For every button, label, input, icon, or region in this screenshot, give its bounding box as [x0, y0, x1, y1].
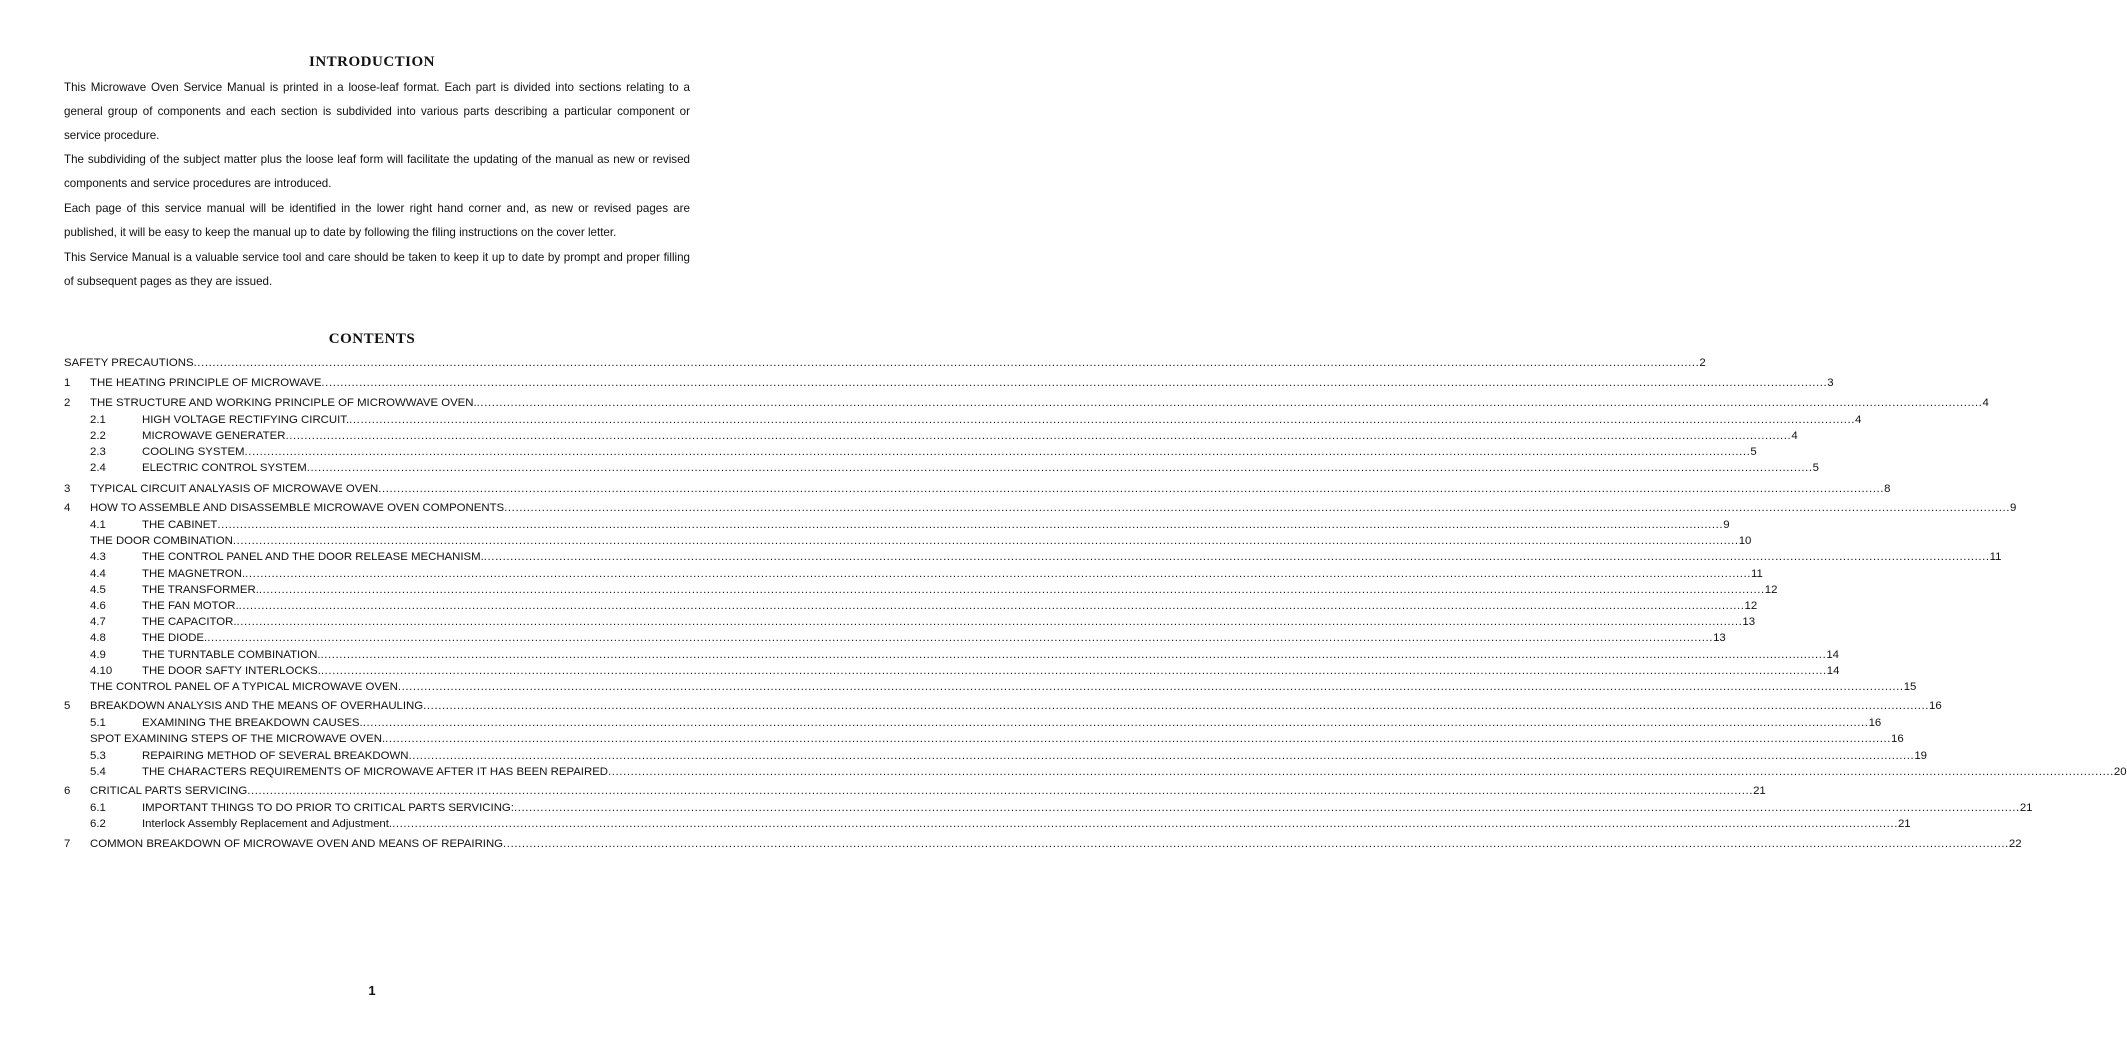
toc-dot-leader: ................................................................................................................................................................................................................................................................................................................................................................................................................ — [504, 502, 2011, 514]
toc-entry-title: THE FAN MOTOR. — [142, 600, 239, 612]
toc-dot-leader: ................................................................................................................................................................................................................................................................................................................................................................................................................ — [232, 535, 1739, 547]
toc-entry-title: EXAMINING THE BREAKDOWN CAUSES. — [142, 717, 363, 729]
toc-entry-number: 5 — [64, 700, 71, 712]
toc-entry-page: 11 — [1989, 551, 2002, 563]
toc-entry-number: 4.7 — [90, 616, 106, 628]
toc-entry-title: SAFETY PRECAUTIONS — [64, 357, 194, 369]
toc-dot-leader: ................................................................................................................................................................................................................................................................................................................................................................................................................ — [306, 462, 1813, 474]
toc-entry — [64, 444, 1757, 460]
toc-dot-leader: ................................................................................................................................................................................................................................................................................................................................................................................................................ — [349, 414, 1856, 426]
toc-dot-leader: ................................................................................................................................................................................................................................................................................................................................................................................................................ — [320, 649, 1827, 661]
toc-entry-page: 4 — [1855, 414, 1862, 426]
toc-entry-page: 10 — [1738, 535, 1752, 547]
toc-dot-leader: ................................................................................................................................................................................................................................................................................................................................................................................................................ — [321, 377, 1828, 389]
toc-entry-number: 2.2 — [90, 430, 106, 442]
toc-entry-number: 5.4 — [90, 766, 106, 778]
toc-entry — [64, 679, 1917, 695]
toc-entry — [64, 460, 1819, 476]
toc-entry-title: HIGH VOLTAGE RECTIFYING CIRCUIT. — [142, 414, 350, 426]
toc-entry-title: THE CONTROL PANEL OF A TYPICAL MICROWAVE OVEN — [90, 681, 398, 693]
toc-entry — [64, 764, 2127, 780]
toc-entry — [64, 481, 1891, 497]
toc-entry — [64, 748, 1927, 764]
toc-entry-title: BREAKDOWN ANALYSIS AND THE MEANS OF OVERHAULING — [90, 700, 424, 712]
toc-entry — [64, 816, 1911, 832]
toc-entry-number: 7 — [64, 838, 71, 850]
toc-entry-number: 6.1 — [90, 802, 106, 814]
toc-entry-title: THE TURNTABLE COMBINATION. — [142, 649, 321, 661]
toc-entry-number: 4.4 — [90, 568, 106, 580]
toc-entry-number: 4.1 — [90, 519, 106, 531]
toc-entry — [64, 375, 1834, 391]
toc-entry-number: 4.6 — [90, 600, 106, 612]
toc-dot-leader: ................................................................................................................................................................................................................................................................................................................................................................................................................ — [423, 700, 1930, 712]
toc-entry — [64, 731, 1904, 747]
toc-entry-title: THE CHARACTERS REQUIREMENTS OF MICROWAVE AFTER IT HAS BEEN REPAIRED — [142, 766, 609, 778]
toc-entry — [64, 412, 1862, 428]
toc-entry-number: 2.3 — [90, 446, 106, 458]
toc-entry-number: 2.1 — [90, 414, 106, 426]
toc-dot-leader: ................................................................................................................................................................................................................................................................................................................................................................................................................ — [378, 483, 1885, 495]
toc-entry-number: 5.1 — [90, 717, 106, 729]
toc-entry — [64, 355, 1706, 371]
toc-entry-number: 4.9 — [90, 649, 106, 661]
toc-dot-leader: ................................................................................................................................................................................................................................................................................................................................................................................................................ — [217, 519, 1724, 531]
toc-entry-number: 4.10 — [90, 665, 113, 677]
toc-dot-leader: ................................................................................................................................................................................................................................................................................................................................................................................................................ — [397, 681, 1904, 693]
toc-entry-page: 5 — [1812, 462, 1819, 474]
toc-entry-title: THE CABINET — [142, 519, 218, 531]
toc-entry-title: COOLING SYSTEM — [142, 446, 245, 458]
toc-entry-page: 22 — [2008, 838, 2022, 850]
toc-entry — [64, 836, 2022, 852]
toc-dot-leader: ................................................................................................................................................................................................................................................................................................................................................................................................................ — [385, 733, 1892, 745]
toc-entry-title: THE TRANSFORMER. — [142, 584, 259, 596]
toc-entry-number: 3 — [64, 483, 71, 495]
toc-entry-title: THE DIODE. — [142, 632, 208, 644]
toc-entry-title: ELECTRIC CONTROL SYSTEM — [142, 462, 307, 474]
toc-entry — [64, 663, 1840, 679]
toc-entry — [64, 549, 2002, 565]
toc-entry-number: 5.3 — [90, 750, 106, 762]
toc-dot-leader: ................................................................................................................................................................................................................................................................................................................................................................................................................ — [207, 632, 1714, 644]
intro-paragraph: This Service Manual is a valuable service tool and care should be taken to keep it up to date by prompt and proper filling of subsequent pages as they are issued. — [64, 251, 690, 288]
toc-entry-title: CRITICAL PARTS SERVICING — [90, 785, 248, 797]
toc-dot-leader: ................................................................................................................................................................................................................................................................................................................................................................................................................ — [236, 616, 1743, 628]
toc-entry — [64, 428, 1798, 444]
toc-entry-title: COMMON BREAKDOWN OF MICROWAVE OVEN AND MEANS OF REPAIRING — [90, 838, 504, 850]
toc-entry-title: THE STRUCTURE AND WORKING PRINCIPLE OF MICROWWAVE OVEN. — [90, 397, 477, 409]
toc-entry — [64, 500, 2017, 516]
toc-dot-leader: ................................................................................................................................................................................................................................................................................................................................................................................................................ — [245, 568, 1752, 580]
toc-dot-leader: ................................................................................................................................................................................................................................................................................................................................................................................................................ — [513, 802, 2020, 814]
toc-entry-page: 21 — [2019, 802, 2033, 814]
toc-entry-number: 4.8 — [90, 632, 106, 644]
toc-entry-page: 9 — [2010, 502, 2017, 514]
toc-entry-title: HOW TO ASSEMBLE AND DISASSEMBLE MICROWAVE OVEN COMPONENTS — [90, 502, 505, 514]
toc-entry-title: IMPORTANT THINGS TO DO PRIOR TO CRITICAL PARTS SERVICING: — [142, 802, 514, 814]
toc-entry-title: MICROWAVE GENERATER — [142, 430, 286, 442]
toc-entry — [64, 715, 1882, 731]
toc-entry-page: 4 — [1791, 430, 1798, 442]
intro-paragraph: Each page of this service manual will be identified in the lower right hand corner and, as new or revised pages are published, it will be easy to keep the manual up to date by following the filing instructions on the cover letter. — [64, 202, 690, 239]
toc-dot-leader: ................................................................................................................................................................................................................................................................................................................................................................................................................ — [476, 397, 1983, 409]
toc-entry-title: THE CAPACITOR. — [142, 616, 237, 628]
toc-entry — [64, 533, 1752, 549]
toc-entry — [64, 630, 1726, 646]
toc-entry-title: SPOT EXAMINING STEPS OF THE MICROWAVE OVEN. — [90, 733, 386, 745]
toc-entry — [64, 582, 1778, 598]
toc-entry-page: 12 — [1744, 600, 1758, 612]
toc-dot-leader: ................................................................................................................................................................................................................................................................................................................................................................................................................ — [483, 551, 1990, 563]
toc-entry-title: TYPICAL CIRCUIT ANALYASIS OF MICROWAVE OVEN — [90, 483, 379, 495]
toc-dot-leader: ................................................................................................................................................................................................................................................................................................................................................................................................................ — [608, 766, 2114, 778]
toc-entry-title: REPAIRING METHOD OF SEVERAL BREAKDOWN — [142, 750, 409, 762]
toc-entry-number: 6 — [64, 785, 71, 797]
toc-entry-title: THE MAGNETRON. — [142, 568, 246, 580]
toc-entry — [64, 800, 2033, 816]
toc-dot-leader: ................................................................................................................................................................................................................................................................................................................................................................................................................ — [362, 717, 1869, 729]
toc-entry — [64, 614, 1756, 630]
toc-entry-page: 2 — [1699, 357, 1706, 369]
toc-entry-title: THE CONTROL PANEL AND THE DOOR RELEASE MECHANISM. — [142, 551, 484, 563]
toc-entry-page: 14 — [1826, 665, 1840, 677]
toc-entry-number: 2.4 — [90, 462, 106, 474]
toc-dot-leader: ................................................................................................................................................................................................................................................................................................................................................................................................................ — [247, 785, 1754, 797]
toc-entry — [64, 395, 1989, 411]
toc-entry-page: 16 — [1891, 733, 1904, 745]
toc-entry — [64, 698, 1942, 714]
toc-entry-page: 8 — [1884, 483, 1891, 495]
toc-dot-leader: ................................................................................................................................................................................................................................................................................................................................................................................................................ — [408, 750, 1915, 762]
intro-paragraph: The subdividing of the subject matter plus the loose leaf form will facilitate the updating of the manual as new or revised components and service procedures are introduced. — [64, 153, 690, 190]
intro-paragraph: This Microwave Oven Service Manual is printed in a loose-leaf format. Each part is divided into sections relating to a general group of components and each section is subdivided into various parts describing a particular component or service procedure. — [64, 81, 690, 142]
toc-entry-page: 4 — [1982, 397, 1989, 409]
toc-entry-page: 19 — [1914, 750, 1927, 762]
toc-entry-title: Interlock Assembly Replacement and Adjustment. — [142, 818, 393, 830]
toc-entry — [64, 598, 1758, 614]
toc-entry-page: 20 — [2113, 766, 2127, 778]
toc-entry-page: 3 — [1827, 377, 1834, 389]
toc-entry-page: 21 — [1753, 785, 1766, 797]
toc-entry — [64, 647, 1840, 663]
toc-entry-number: 2 — [64, 397, 71, 409]
toc-entry-page: 13 — [1713, 632, 1726, 644]
toc-entry-number: 4.3 — [90, 551, 106, 563]
toc-entry-page: 21 — [1897, 818, 1911, 830]
toc-entry-page: 5 — [1750, 446, 1757, 458]
toc-entry — [64, 517, 1730, 533]
toc-entry-number: 4.5 — [90, 584, 106, 596]
toc-entry-number: 1 — [64, 377, 71, 389]
toc-dot-leader: ................................................................................................................................................................................................................................................................................................................................................................................................................ — [244, 446, 1751, 458]
toc-entry — [64, 566, 1763, 582]
toc-dot-leader: ................................................................................................................................................................................................................................................................................................................................................................................................................ — [392, 818, 1898, 830]
toc-dot-leader: ................................................................................................................................................................................................................................................................................................................................................................................................................ — [258, 584, 1765, 596]
toc-dot-leader: ................................................................................................................................................................................................................................................................................................................................................................................................................ — [320, 665, 1827, 677]
toc-entry-page: 11 — [1751, 568, 1763, 580]
introduction-heading: INTRODUCTION — [308, 54, 435, 70]
toc-dot-leader: ................................................................................................................................................................................................................................................................................................................................................................................................................ — [193, 357, 1700, 369]
toc-entry-number: 6.2 — [90, 818, 106, 830]
toc-dot-leader: ................................................................................................................................................................................................................................................................................................................................................................................................................ — [503, 838, 2009, 850]
toc-entry-page: 13 — [1742, 616, 1756, 628]
contents-heading: CONTENTS — [328, 331, 416, 347]
toc-entry-title: THE DOOR SAFTY INTERLOCKS. — [142, 665, 321, 677]
toc-dot-leader: ................................................................................................................................................................................................................................................................................................................................................................................................................ — [238, 600, 1745, 612]
toc-entry-page: 14 — [1826, 649, 1840, 661]
toc-entry-title: THE HEATING PRINCIPLE OF MICROWAVE — [90, 377, 322, 389]
toc-entry-page: 9 — [1723, 519, 1730, 531]
toc-dot-leader: ................................................................................................................................................................................................................................................................................................................................................................................................................ — [285, 430, 1792, 442]
toc-entry-page: 15 — [1903, 681, 1917, 693]
toc-entry-page: 16 — [1929, 700, 1942, 712]
toc-entry-number: 4 — [64, 502, 71, 514]
toc-entry-page: 16 — [1868, 717, 1882, 729]
toc-entry-page: 12 — [1764, 584, 1778, 596]
toc-entry-title: THE DOOR COMBINATION — [90, 535, 233, 547]
page-number: 1 — [368, 983, 376, 998]
toc-entry — [64, 783, 1766, 799]
